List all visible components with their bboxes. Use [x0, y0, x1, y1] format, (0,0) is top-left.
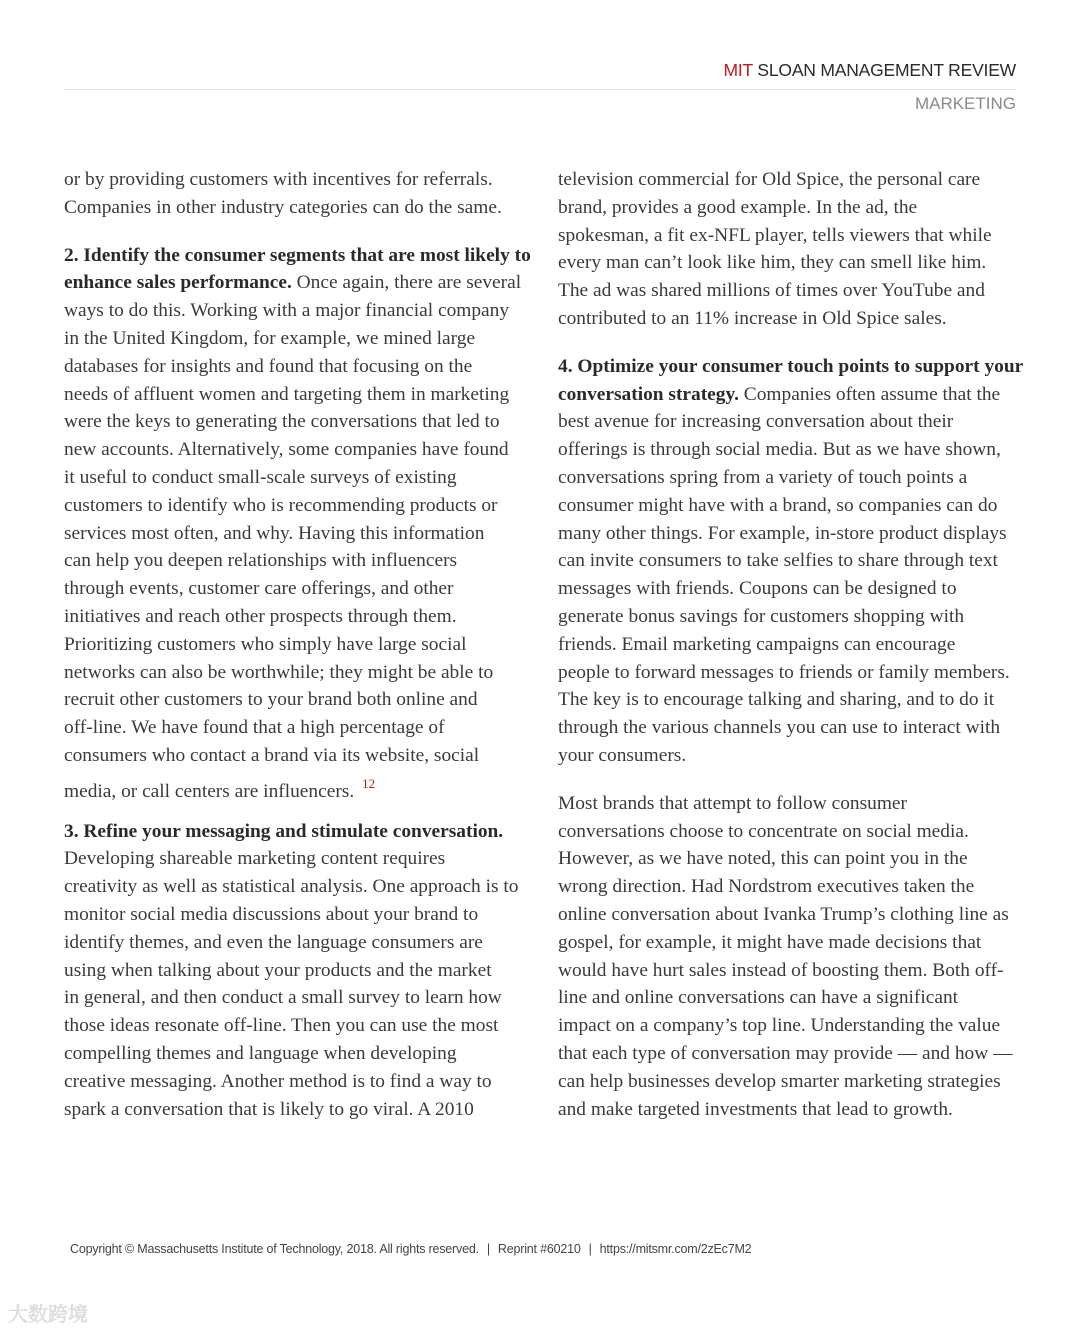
text-line: [64, 714, 534, 742]
text-line: [558, 901, 1028, 929]
text-line: [558, 1096, 1028, 1124]
footer: [70, 1242, 751, 1256]
text-line: [558, 686, 1028, 714]
bold-lead: enhance sales performance.: [64, 272, 292, 294]
text-line: [558, 436, 1028, 464]
text: consumer might have with a brand, so companies can do: [558, 494, 998, 516]
text: in general, and then conduct a small survey to learn how: [64, 987, 502, 1009]
text-line: [64, 492, 534, 520]
footnote-ref[interactable]: 12: [362, 775, 376, 791]
text-line: [558, 408, 1028, 436]
text-line: [64, 194, 534, 222]
text: or by providing customers with incentives for referrals.: [64, 169, 493, 190]
text: it useful to conduct small-scale surveys of existing: [64, 466, 457, 488]
text-line: [64, 686, 534, 714]
text-line: [64, 464, 534, 492]
text-line: [558, 929, 1028, 957]
text: creative messaging. Another method is to find a way to: [64, 1070, 492, 1092]
text: television commercial for Old Spice, the personal care: [558, 169, 981, 190]
text: identify themes, and even the language consumers are: [64, 931, 483, 953]
text-line: [64, 929, 534, 957]
text-line: [558, 845, 1028, 873]
text: off-line. We have found that a high percentage of: [64, 717, 445, 739]
text: conversations choose to concentrate on social media.: [558, 820, 969, 842]
text: through the various channels you can use to interact with: [558, 717, 1001, 739]
text: people to forward messages to friends or family members.: [558, 661, 1010, 683]
text: databases for insights and found that focusing on the: [64, 355, 473, 377]
text-line: [64, 166, 534, 194]
text-line: [64, 325, 534, 353]
text: The key is to encourage talking and sharing, and to do it: [558, 689, 995, 711]
text: offerings is through social media. But as we have shown,: [558, 439, 1001, 461]
text: The ad was shared millions of times over YouTube and: [558, 280, 985, 302]
watermark: 大数跨境: [8, 1302, 88, 1326]
text: contributed to an 11% increase in Old Spice sales.: [558, 307, 947, 329]
text-line: [64, 603, 534, 631]
text: in the United Kingdom, for example, we mined large: [64, 327, 476, 349]
text-line: [64, 873, 534, 901]
text-line: [64, 381, 534, 409]
text-line: [558, 305, 1028, 333]
text-line: [64, 520, 534, 548]
text: those ideas resonate off-line. Then you can use the most: [64, 1015, 499, 1037]
text-line: [558, 873, 1028, 901]
text: Most brands that attempt to follow consumer: [558, 792, 907, 814]
text-line: [558, 659, 1028, 687]
bold-lead: 2. Identify the consumer segments that are most likely to: [64, 244, 531, 266]
text-line: [64, 818, 534, 846]
text-line: [64, 353, 534, 381]
text: line and online conversations can have a significant: [558, 987, 959, 1009]
text-line: [558, 575, 1028, 603]
text: brand, provides a good example. In the ad, the: [558, 196, 918, 218]
text: every man can’t look like him, they can smell like him.: [558, 252, 987, 274]
text-line: [64, 1096, 534, 1124]
text-line: [64, 436, 534, 464]
text: online conversation about Ivanka Trump’s clothing line as: [558, 903, 1009, 925]
text-line: [558, 818, 1028, 846]
text-line: [64, 297, 534, 325]
text-line: [558, 194, 1028, 222]
text: ways to do this. Working with a major financial company: [64, 300, 510, 322]
paragraph: [64, 818, 534, 1124]
text-line: [558, 520, 1028, 548]
text-line: [64, 659, 534, 687]
brand-name: SLOAN MANAGEMENT REVIEW: [752, 60, 1016, 80]
text: gospel, for example, it might have made decisions that: [558, 931, 982, 953]
bold-lead: 3. Refine your messaging and stimulate conversation.: [64, 820, 504, 842]
text: Developing shareable marketing content requires: [64, 848, 446, 870]
text-line: [64, 575, 534, 603]
text-line: [558, 277, 1028, 305]
text-line: [558, 1040, 1028, 1068]
text: Once again, there are several: [291, 272, 522, 294]
bold-lead: conversation strategy.: [558, 383, 739, 405]
text-line: [64, 1040, 534, 1068]
text: conversations spring from a variety of touch points a: [558, 466, 968, 488]
text: your consumers.: [558, 744, 687, 766]
text-line: [558, 631, 1028, 659]
brand-mit: MIT: [723, 60, 753, 80]
paragraph: [64, 166, 534, 222]
paragraph: [64, 242, 534, 802]
text: needs of affluent women and targeting them in marketing: [64, 383, 510, 405]
text-line: [558, 742, 1028, 770]
text-line: [64, 269, 534, 297]
text-line: [558, 464, 1028, 492]
text-line: [64, 408, 534, 436]
text: new accounts. Alternatively, some companies have found: [64, 439, 509, 461]
text-line: [64, 1012, 534, 1040]
paragraph: [558, 790, 1028, 1124]
text: can invite consumers to take selfies to share through text: [558, 550, 998, 572]
text: spokesman, a fit ex-NFL player, tells viewers that while: [558, 224, 992, 246]
separator: |: [588, 1242, 592, 1256]
reprint-number: Reprint #60210: [497, 1242, 581, 1256]
bold-lead: 4. Optimize your consumer touch points to support your: [558, 355, 1024, 377]
paragraph: [558, 166, 1028, 333]
separator: |: [486, 1242, 490, 1256]
text: However, as we have noted, this can point you in the: [558, 848, 968, 870]
text-line: [64, 901, 534, 929]
text-line: [558, 353, 1028, 381]
text-line: [558, 957, 1028, 985]
text-line: [558, 984, 1028, 1012]
text: services most often, and why. Having this information: [64, 522, 485, 544]
text: recruit other customers to your brand both online and: [64, 689, 478, 711]
text: creativity as well as statistical analysis. One approach is to: [64, 876, 519, 898]
right-column: [558, 166, 1028, 1143]
text: generate bonus savings for customers shopping with: [558, 605, 965, 627]
section-label: MARKETING: [914, 94, 1016, 113]
text-line: [558, 492, 1028, 520]
text-line: [558, 1012, 1028, 1040]
text-line: [64, 957, 534, 985]
text-line: [64, 770, 534, 802]
paragraph: [558, 353, 1028, 770]
text-line: [558, 547, 1028, 575]
text-line: [64, 845, 534, 873]
text: and make targeted investments that lead to growth.: [558, 1098, 953, 1120]
text: monitor social media discussions about your brand to: [64, 903, 479, 925]
publication-header: [724, 60, 1016, 81]
text-line: [558, 249, 1028, 277]
text: Companies often assume that the: [738, 383, 1001, 405]
text-line: [558, 790, 1028, 818]
text: media, or call centers are influencers.: [64, 780, 355, 802]
text: using when talking about your products and the market: [64, 959, 492, 981]
text: messages with friends. Coupons can be designed to: [558, 578, 957, 600]
text-line: [64, 242, 534, 270]
text: Companies in other industry categories can do the same.: [64, 196, 502, 218]
text: can help you deepen relationships with influencers: [64, 550, 458, 572]
text: wrong direction. Had Nordstrom executives taken the: [558, 876, 975, 898]
text: impact on a company’s top line. Understanding the value: [558, 1015, 1001, 1037]
text-line: [558, 1068, 1028, 1096]
text: friends. Email marketing campaigns can encourage: [558, 633, 956, 655]
text-line: [558, 603, 1028, 631]
text: networks can also be worthwhile; they might be able to: [64, 661, 494, 683]
text: consumers who contact a brand via its website, social: [64, 744, 480, 766]
text: best avenue for increasing conversation about their: [558, 411, 954, 433]
text: compelling themes and language when developing: [64, 1042, 457, 1064]
header-divider: [64, 89, 1016, 90]
text-line: [558, 714, 1028, 742]
text-line: [64, 742, 534, 770]
text: initiatives and reach other prospects through them.: [64, 605, 457, 627]
text: many other things. For example, in-store product displays: [558, 522, 1007, 544]
text-line: [64, 1068, 534, 1096]
text-line: [64, 631, 534, 659]
text-line: [558, 166, 1028, 194]
text: Prioritizing customers who simply have large social: [64, 633, 467, 655]
text: were the keys to generating the conversations that led to: [64, 411, 500, 433]
left-column: [64, 166, 534, 1143]
copyright: Copyright © Massachusetts Institute of Technology, 2018. All rights reserved.: [70, 1242, 479, 1256]
text: would have hurt sales instead of boosting them. Both off-: [558, 959, 1004, 981]
text-line: [64, 984, 534, 1012]
text: spark a conversation that is likely to go viral. A 2010: [64, 1098, 474, 1120]
text: customers to identify who is recommending products or: [64, 494, 498, 516]
text-line: [558, 381, 1028, 409]
text: through events, customer care offerings, and other: [64, 578, 454, 600]
text-line: [64, 547, 534, 575]
text: that each type of conversation may provide — and how —: [558, 1042, 1013, 1064]
text-line: [558, 222, 1028, 250]
reprint-url[interactable]: https://mitsmr.com/2zEc7M2: [599, 1242, 752, 1256]
text: can help businesses develop smarter marketing strategies: [558, 1070, 1001, 1092]
